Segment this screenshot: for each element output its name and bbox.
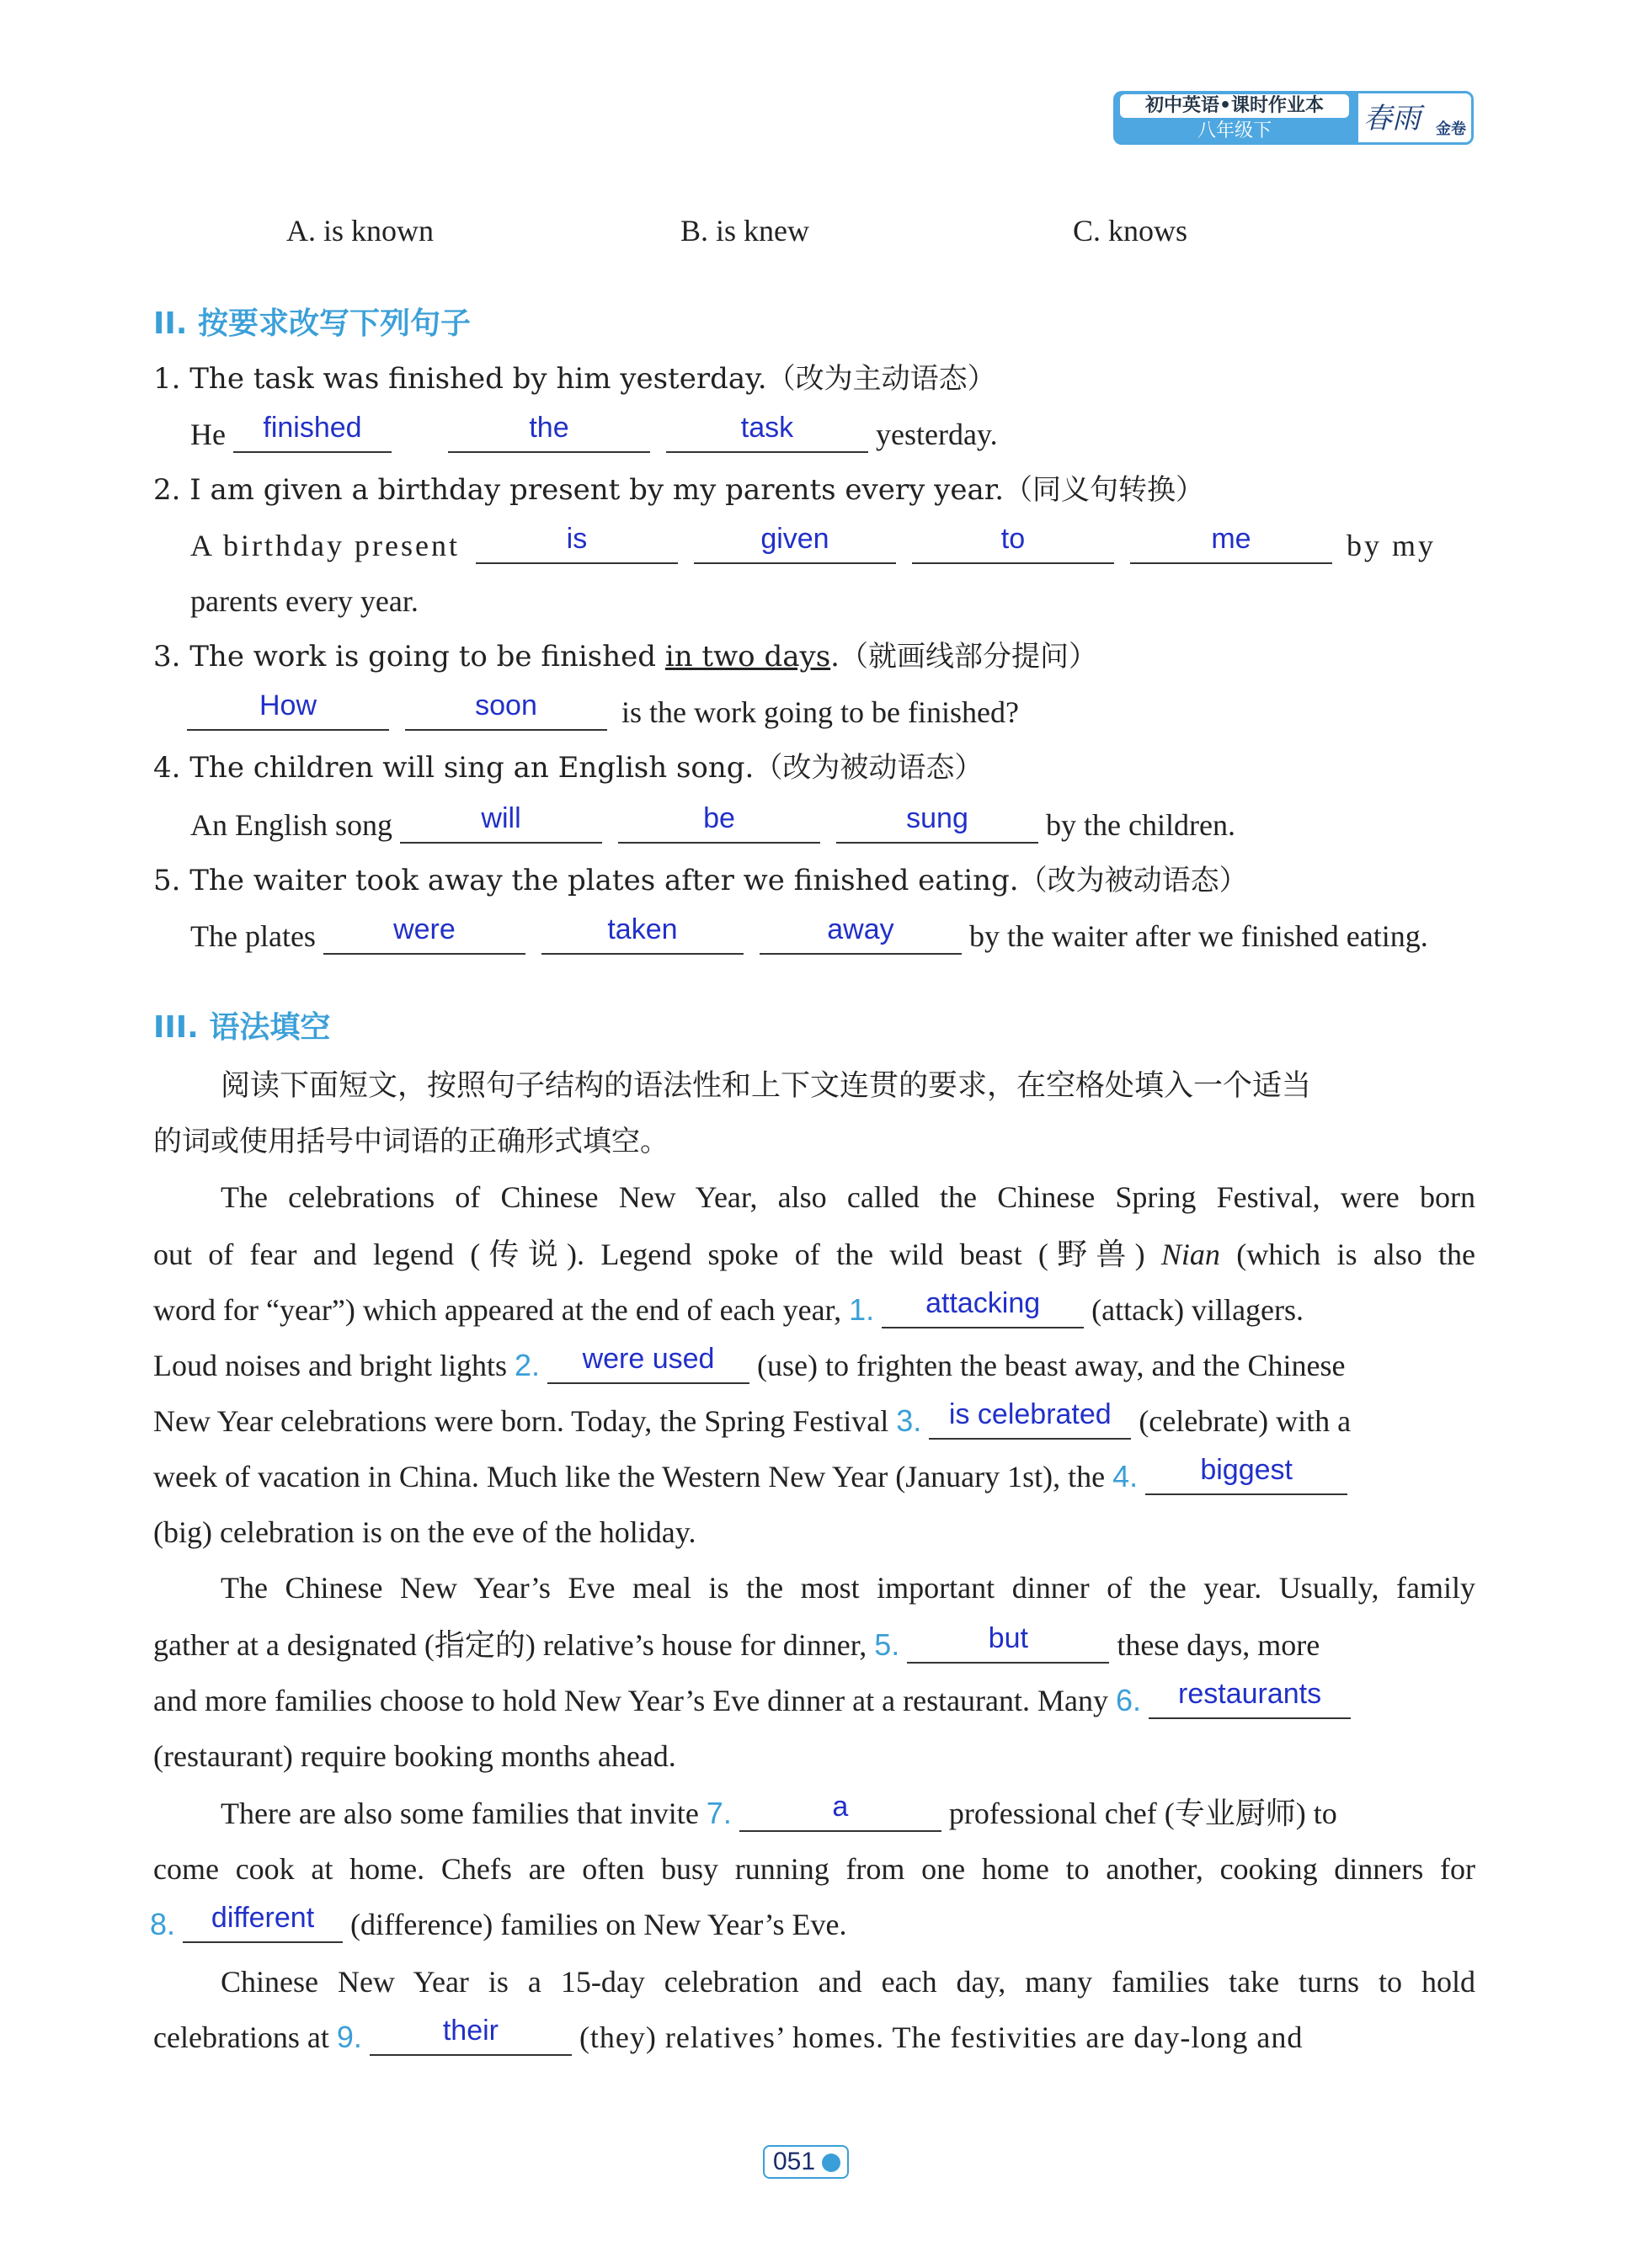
q4-answer-1: will xyxy=(481,802,521,834)
p3-line-1-b: professional chef (专业厨师) to xyxy=(948,1797,1337,1830)
header-logo-box xyxy=(1356,91,1474,145)
q2-answer-2: given xyxy=(760,523,829,555)
q2-answer-4: me xyxy=(1211,523,1251,555)
section-2-title: II. 按要求改写下列句子 xyxy=(153,306,471,341)
answer-7: a xyxy=(832,1791,849,1823)
q2-blank-3[interactable] xyxy=(912,523,1114,564)
blank-2[interactable] xyxy=(547,1343,749,1384)
answer-2: were used xyxy=(582,1343,715,1375)
blank-number-4: 4. xyxy=(1112,1459,1139,1493)
p3-line-2: come cook at home. Chefs are often busy running from one home to another, cooking dinners for xyxy=(153,1852,1475,1886)
header-left xyxy=(1113,91,1356,145)
blank-8[interactable] xyxy=(183,1902,343,1943)
q2-pre: A birthday present xyxy=(190,529,460,562)
answer-3: is celebrated xyxy=(948,1398,1112,1430)
q1-answer-3: task xyxy=(740,412,794,444)
p2-line-3 xyxy=(153,1678,1351,1719)
q4-post: by the children. xyxy=(1046,808,1235,842)
q4-answer-2: be xyxy=(703,802,735,834)
header-grade: 八年级下 xyxy=(1197,120,1272,141)
q4-text: 4. The children will sing an English song.（改为被动语态） xyxy=(153,751,984,785)
blank-3[interactable] xyxy=(929,1398,1131,1440)
p2-line-3-a: and more families choose to hold New Year’s Eve dinner at a restaurant. Many xyxy=(153,1684,1117,1717)
option-b: B. is knew xyxy=(680,214,809,248)
p2-line-4: (restaurant) require booking months ahead. xyxy=(153,1739,676,1773)
blank-number-1: 1. xyxy=(849,1292,875,1327)
blank-5[interactable] xyxy=(907,1622,1109,1664)
q5-answer-1: were xyxy=(393,913,456,945)
answer-9: their xyxy=(442,2015,499,2047)
q4-pre: An English song xyxy=(190,808,393,842)
q3-answer-line xyxy=(187,689,1019,731)
brand-name: 金卷 xyxy=(1436,120,1466,138)
blank-number-8: 8. xyxy=(150,1907,176,1941)
q3-post: is the work going to be finished? xyxy=(621,695,1019,729)
page-number-text: 051 xyxy=(773,2148,816,2175)
p1-line-5 xyxy=(153,1398,1352,1440)
q2-blank-2[interactable] xyxy=(694,523,896,564)
page-number-dot-icon xyxy=(822,2154,840,2172)
q3-answer-2: soon xyxy=(475,689,537,721)
q5-post: by the waiter after we finished eating. xyxy=(968,919,1428,953)
q1-answer-2: the xyxy=(529,412,569,444)
blank-7[interactable] xyxy=(739,1791,941,1832)
p1-line-5-a: New Year celebrations were born. Today, the Spring Festival xyxy=(153,1404,897,1438)
q1-text: 1. The task was finished by him yesterday.（改为主动语态） xyxy=(153,362,996,396)
p2-line-2-b: these days, more xyxy=(1117,1628,1320,1662)
q1-blank-2[interactable] xyxy=(448,412,650,453)
q5-pre: The plates xyxy=(190,919,316,953)
p1-line-4-b: (use) to frighten the beast away, and the Chinese xyxy=(757,1349,1346,1382)
answer-4: biggest xyxy=(1200,1454,1293,1486)
p1-line-6 xyxy=(153,1454,1347,1495)
q2-blank-4[interactable] xyxy=(1130,523,1332,564)
q4-answer-line xyxy=(190,802,1235,844)
option-c: C. knows xyxy=(1073,214,1188,248)
q4-blank-2[interactable] xyxy=(618,802,820,844)
p3-line-3-b: (difference) families on New Year’s Eve. xyxy=(350,1908,847,1941)
q2-answer-1: is xyxy=(566,523,588,555)
p4-line-2 xyxy=(153,2015,1475,2056)
answer-6: restaurants xyxy=(1178,1678,1322,1710)
q5-text: 5. The waiter took away the plates after we finished eating.（改为被动语态） xyxy=(153,864,1248,897)
q3-text-pre: 3. The work is going to be finished xyxy=(153,640,665,673)
q3-text-underlined: in two days xyxy=(664,640,831,673)
q5-answer-2: taken xyxy=(607,913,678,945)
p2-line-2-a: gather at a designated (指定的) relative’s house for dinner, xyxy=(153,1628,875,1662)
answer-1: attacking xyxy=(925,1287,1041,1319)
answer-5: but xyxy=(988,1622,1028,1654)
q2-continuation: parents every year. xyxy=(190,584,419,618)
q1-answer-1: finished xyxy=(263,412,362,444)
blank-1[interactable] xyxy=(882,1287,1084,1328)
blank-number-7: 7. xyxy=(706,1796,732,1830)
blank-number-3: 3. xyxy=(896,1403,922,1438)
p3-line-1-a: There are also some families that invite xyxy=(221,1797,707,1830)
blank-number-5: 5. xyxy=(874,1627,900,1662)
q5-blank-3[interactable] xyxy=(760,913,962,955)
q2-text: 2. I am given a birthday present by my parents every year.（同义句转换） xyxy=(153,473,1205,507)
p1-line-4-a: Loud noises and bright lights xyxy=(153,1349,515,1382)
q1-answer-line xyxy=(190,412,998,453)
q1-blank-1[interactable] xyxy=(233,412,392,453)
q2-post: by my xyxy=(1346,529,1436,562)
q1-blank-3[interactable] xyxy=(666,412,868,453)
instructions-line-1: 阅读下面短文，按照句子结构的语法性和上下文连贯的要求，在空格处填入一个适当 xyxy=(221,1069,1312,1103)
q4-blank-3[interactable] xyxy=(836,802,1038,844)
page-number xyxy=(763,2145,849,2179)
p1-line-3 xyxy=(153,1287,1304,1328)
p3-line-1 xyxy=(221,1791,1337,1832)
q3-blank-2[interactable] xyxy=(405,689,607,731)
q3-answer-1: How xyxy=(259,689,317,721)
blank-6[interactable] xyxy=(1149,1678,1351,1719)
p4-line-2-a: celebrations at xyxy=(153,2020,337,2054)
p1-line-2-c: (which is also the xyxy=(1219,1238,1475,1271)
p1-line-3-b: (attack) villagers. xyxy=(1091,1293,1304,1327)
p1-line-6-a: week of vacation in China. Much like the Western New Year (January 1st), the xyxy=(153,1460,1113,1493)
blank-number-6: 6. xyxy=(1116,1683,1142,1717)
q3-text xyxy=(153,638,1097,675)
q5-answer-line xyxy=(190,913,1428,955)
section-3-title: III. 语法填空 xyxy=(153,1010,331,1045)
blank-number-9: 9. xyxy=(336,2020,362,2054)
blank-4[interactable] xyxy=(1145,1454,1347,1495)
p1-line-3-a: word for “year”) which appeared at the end of each year, xyxy=(153,1293,850,1327)
q1-post: yesterday. xyxy=(875,418,998,451)
q4-blank-1[interactable] xyxy=(400,802,602,844)
p1-line-2 xyxy=(153,1236,1475,1273)
header-banner xyxy=(1113,91,1474,145)
q5-answer-3: away xyxy=(827,913,894,945)
q2-answer-3: to xyxy=(1000,523,1026,555)
p3-line-3 xyxy=(150,1902,847,1943)
q1-pre: He xyxy=(190,418,226,451)
p1-line-1: The celebrations of Chinese New Year, also called the Chinese Spring Festival, were born xyxy=(221,1180,1475,1214)
blank-9[interactable] xyxy=(370,2015,572,2056)
p1-line-2-nian: Nian xyxy=(1160,1238,1220,1271)
p4-line-1: Chinese New Year is a 15-day celebration and each day, many families take turns to hold xyxy=(221,1965,1475,1999)
q5-blank-1[interactable] xyxy=(323,913,525,955)
p1-line-2-a: out of fear and legend (传说). Legend spoke of the wild beast (野兽) xyxy=(153,1238,1161,1271)
brand-logo: 春雨 xyxy=(1363,102,1421,136)
instructions-line-2: 的词或使用括号中词语的正确形式填空。 xyxy=(153,1125,669,1158)
q4-answer-3: sung xyxy=(906,802,968,834)
option-a: A. is known xyxy=(286,214,435,248)
blank-number-2: 2. xyxy=(514,1348,541,1382)
q3-text-post: .（就画线部分提问） xyxy=(830,640,1097,673)
p1-line-7: (big) celebration is on the eve of the holiday. xyxy=(153,1515,696,1549)
p4-line-2-b: (they) relatives’ homes. The festivities are day-long and xyxy=(579,2020,1304,2054)
p1-line-4 xyxy=(153,1343,1346,1384)
p1-line-5-b: (celebrate) with a xyxy=(1139,1404,1352,1438)
p2-line-2 xyxy=(153,1622,1320,1664)
answer-8: different xyxy=(211,1902,315,1934)
q2-blank-1[interactable] xyxy=(476,523,678,564)
q2-answer-line xyxy=(190,523,1465,564)
q3-blank-1[interactable] xyxy=(187,689,389,731)
p2-line-1: The Chinese New Year’s Eve meal is the most important dinner of the year. Usually, family xyxy=(221,1571,1475,1605)
header-title: 初中英语•课时作业本 xyxy=(1120,94,1349,118)
q5-blank-2[interactable] xyxy=(541,913,744,955)
